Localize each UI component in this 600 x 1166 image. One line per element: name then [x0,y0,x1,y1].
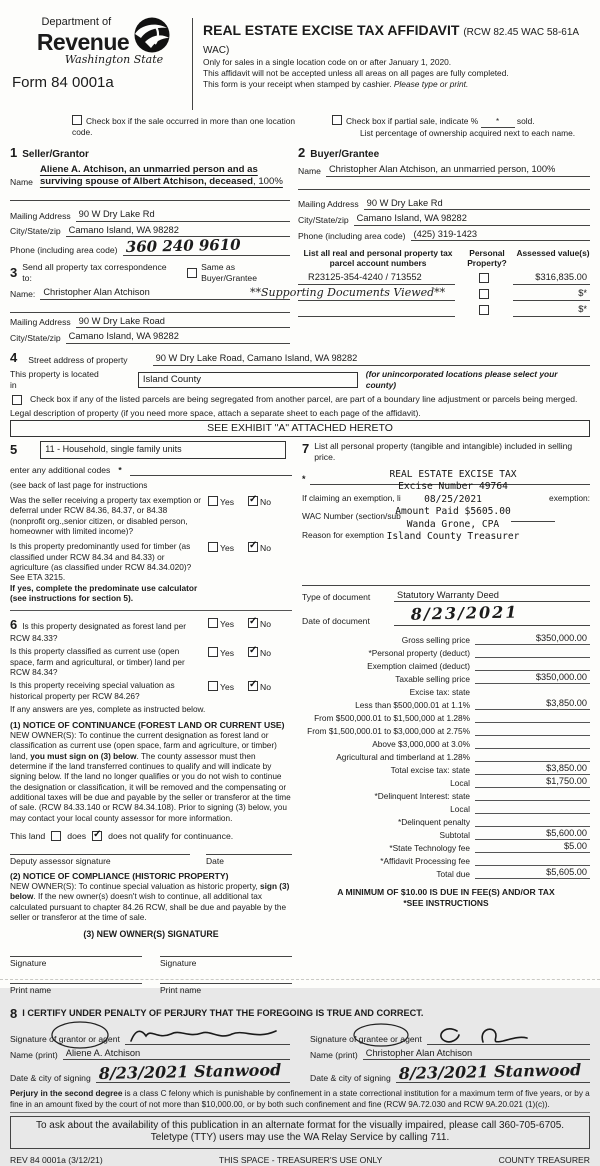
parcel-number-1-field[interactable]: R23125-354-4240 / 713552 [298,272,455,285]
new-owner-signature-line-2[interactable]: Signature [160,956,292,969]
see-instructions-note: *SEE INSTRUCTIONS [403,898,489,909]
grantor-signature-field[interactable] [125,1027,290,1045]
tier3-amount-field[interactable] [475,724,590,736]
tier1-amount-field[interactable]: $3,850.00 [475,698,590,711]
land-does-not-label: does not qualify for continuance. [108,830,234,841]
revenue-logo-block [10,16,188,110]
correspond-name-label: Name: [10,288,36,299]
section-5-number: 5 [10,441,18,457]
date-of-document-label: Date of document [302,615,370,626]
tax-label-total-state: Total excise tax: state [390,765,470,776]
local-tax-field[interactable]: $1,750.00 [475,776,590,789]
grantee-signature-label: Signature of grantee or agent [310,1034,422,1045]
grantor-date-city-label: Date & city of signing [10,1072,91,1083]
no-label: No [260,648,272,659]
tax-label-affidavit-fee: *Affidavit Processing fee [380,856,470,867]
additional-codes-label: enter any additional codes [10,464,111,475]
grantee-signature-icon [431,1026,551,1046]
section-2-title: Buyer/Grantee [310,148,380,160]
tax-label-personal: *Personal property (deduct) [368,648,470,659]
deputy-assessor-signature-line[interactable]: Deputy assessor signature [10,854,190,867]
header-divider [192,18,193,110]
tier4-amount-field[interactable] [475,737,590,749]
seller-city-label: City/State/zip [10,226,61,237]
q-forest-no-checkbox[interactable] [248,618,258,628]
notice-continuance-text: NEW OWNER(S): To continue the current designation as forest land or classification as current use (open space, farm and agriculture, or timber) land, you must sign on (3) below. The county assessor must then determine if the land transferred continues to qualify and will indicate by signing below. If the land no longer qualifies or you do not wish to continue the designation or classification, it will be removed and the compensating or additional taxes will be due and payable by the seller or transferor at the time of sale. (RCW 84.33.140 or RCW 84.34.108). Prior to signing (3) below, you may contact your local county assessor for more information. [10,731,291,823]
tax-label-gross: Gross selling price [401,635,470,646]
type-of-document-label: Type of document [302,591,371,602]
seller-city-field[interactable]: Camano Island, WA 98282 [66,225,290,238]
tax-label-local: Local [450,778,470,789]
seller-name-field[interactable]: Aliene A. Atchison, an unmarried person and as surviving spouse of Albert Atchison, deceased [39,164,258,187]
yes-label: Yes [220,682,235,693]
grantee-name-print-label: Name (print) [310,1049,358,1060]
notice-compliance-title: (2) NOTICE OF COMPLIANCE (HISTORIC PROPERTY) [10,871,229,882]
tax-label-tier3: From $1,500,000.01 to $3,000,000 at 2.75% [307,726,470,737]
delinquent-interest-local-field[interactable] [475,802,590,814]
partial-sale-sold-label: sold. [516,116,535,126]
new-owner-signature-line-1[interactable]: Signature [10,956,142,969]
land-does-label: does [67,830,87,841]
yes-label: Yes [220,496,235,507]
q-currentuse-no-checkbox[interactable] [248,647,258,657]
parcel-number-3-field[interactable] [298,305,455,317]
section-3-title: Send all property tax correspondence to: [22,262,167,284]
seller-phone-field[interactable]: 360 240 9610 [123,240,291,256]
taxable-selling-price-field[interactable]: $350,000.00 [475,672,590,685]
section-1-title: Seller/Grantor [22,148,89,160]
delinquent-penalty-field[interactable] [475,815,590,827]
supporting-documents-stamp: **Supporting Documents Viewed** [250,285,446,299]
tax-label-subtotal: Subtotal [439,830,470,841]
same-as-buyer-label: Same as Buyer/Grantee [201,262,257,284]
form-title: REAL ESTATE EXCISE TAX AFFIDAVIT [203,22,460,38]
q-historic-no-checkbox[interactable] [248,681,258,691]
reason-for-exemption-label: Reason for exemption [302,529,384,540]
buyer-phone-field[interactable]: (425) 319-1423 [411,229,591,242]
section-4 [10,350,590,438]
assessed-value-3-field[interactable]: $* [513,304,590,317]
no-label: No [260,496,272,507]
personal-property-checkbox-2[interactable] [479,289,489,299]
segregated-label: Check box if any of the listed parcels are being segregated from another parcel, are part of a boundary line adjustment or parcels being merged. [30,394,578,405]
historic-property-question: Is this property receiving special valuation as historical property per RCW 84.26? [10,680,175,701]
correspond-name-field[interactable]: Christopher Alan Atchison [40,287,290,300]
correspond-city-label: City/State/zip [10,333,61,344]
tax-label-exemption: Exemption claimed (deduct) [367,661,470,672]
no-label: No [260,682,272,693]
yes-label: Yes [220,543,235,554]
exemption-deferral-question: Was the seller receiving a property tax exemption or deferral under RCW 84.36, 84.37, or 84.38 (nonprofit org.,senior citizen, or disabled person, homeowner with limited income)? [10,494,202,537]
notice-continuance-title: (1) NOTICE OF CONTINUANCE (FOREST LAND OR CURRENT USE) [10,720,285,731]
timber-agriculture-question: Is this property predominantly used for timber (as classified under RCW 84.34 and 84.33) or agriculture (as classified under RCW 84.34.020)? See ETA 3215. [10,541,192,583]
date-of-document-field[interactable]: 8/23/2021 [394,605,590,626]
state-technology-fee-field[interactable]: $5.00 [475,841,590,854]
same-as-buyer-checkbox[interactable] [187,268,197,278]
located-in-label: This property is located in [10,369,99,390]
seller-name-extra-line[interactable] [10,190,290,201]
section-8 [10,1006,590,1084]
segregated-checkbox[interactable] [12,395,22,405]
tax-label-total-due: Total due [436,869,470,880]
grantee-date-city-field[interactable]: 8/23/2021 Stanwood [396,1066,590,1083]
buyer-address-field[interactable]: 90 W Dry Lake Rd [364,198,590,211]
tax-label-tier2: From $500,000.01 to $1,500,000 at 1.28% [314,713,470,724]
ownership-percentage-note: List percentage of ownership acquired next to each name. [360,128,576,138]
affidavit-processing-fee-field[interactable] [475,854,590,866]
correspond-city-field[interactable]: Camano Island, WA 98282 [66,331,290,344]
new-owner-signature-title: (3) NEW OWNER(S) SIGNATURE [83,929,219,940]
form-title-rcw: (RCW 82.45 WAC 58-61A WAC) [203,27,579,56]
street-address-field[interactable]: 90 W Dry Lake Road, Camano Island, WA 98282 [153,353,590,366]
personal-property-checkbox-3[interactable] [479,305,489,315]
s7-star: * [302,473,306,484]
deputy-date-line[interactable]: Date [206,854,292,867]
personal-property-deduct-field[interactable] [475,646,590,658]
assessed-value-2-field[interactable]: $* [513,288,590,301]
footer-county-treasurer: COUNTY TREASURER [498,1154,590,1165]
stamp-line-1: REAL ESTATE EXCISE TAX [389,468,517,480]
buyer-name-extra-line[interactable] [298,179,590,190]
revenue-wordmark: Revenue [36,28,130,55]
section-2-number: 2 [298,144,306,160]
property-use-code-select[interactable]: 11 - Household, single family units [40,441,286,458]
section-6-number: 6 [10,616,18,632]
parcel-row-2 [250,285,590,301]
no-label: No [260,543,272,554]
notice-compliance-text: NEW OWNER(S): To continue special valuation as historic property, sign (3) below. If the new owner(s) doesn't wish to continue, all additional tax calculated pursuant to chapter 84.26 RCW, shall be due and payable by the seller or transferor at the time of sale. [10,882,290,922]
yes-label: Yes [220,618,235,629]
excise-state-spacer [475,686,590,697]
total-due-field[interactable]: $5,605.00 [475,867,590,880]
if-any-yes-note: If any answers are yes, complete as instructed below. [10,704,206,714]
tax-label-tier1: Less than $500,000.01 at 1.1% [355,700,470,711]
total-excise-state-field[interactable]: $3,850.00 [475,763,590,776]
header-note-2: This affidavit will not be accepted unless all areas on all pages are fully completed. [203,67,509,78]
multi-location-checkbox[interactable] [72,115,82,125]
parcel-table-header [298,249,590,268]
footer-rev-number: REV 84 0001a (3/12/21) [10,1154,103,1165]
personal-property-checkbox-1[interactable] [479,273,489,283]
assessed-value-1-field[interactable]: $316,835.00 [513,272,590,285]
partial-sale-label: Check box if partial sale, indicate % [346,116,479,126]
additional-codes-star: * [118,464,122,475]
tax-label-tier4: Above $3,000,000 at 3.0% [372,739,470,750]
q-historic-yes-checkbox[interactable] [208,681,218,691]
seller-address-label: Mailing Address [10,210,71,221]
section-1-number: 1 [10,144,18,160]
land-does-checkbox[interactable] [51,831,61,841]
see-back-note: (see back of last page for instructions [10,479,148,490]
new-owner-printname-line-2[interactable]: Print name [160,983,292,996]
claiming-exemption-label: If claiming an exemption, li [302,492,401,503]
additional-codes-field[interactable] [130,464,292,476]
agricultural-amount-field[interactable] [475,750,590,762]
seller-phone-label: Phone (including area code) [10,245,118,256]
section-7-number: 7 [302,441,310,457]
no-label: No [260,618,272,629]
buyer-name-field[interactable]: Christopher Alan Atchison, an unmarried person, 100% [326,164,590,177]
land-does-not-checkbox[interactable] [92,831,102,841]
grantee-date-city-label: Date & city of signing [310,1072,391,1083]
tax-label-delinquent-local: Local [450,804,470,815]
washington-state-label: Washington State [64,52,164,66]
tax-label-delinquent-interest-state: *Delinquent Interest: state [374,791,470,802]
new-owner-printname-line-1[interactable]: Print name [10,983,142,996]
q-currentuse-yes-checkbox[interactable] [208,647,218,657]
section-8-number: 8 [10,1005,18,1021]
perjury-note: Perjury in the second degree is a class C felony which is punishable by confinement in a state correctional institution for a maximum term of five years, or by a fine in an amount fixed by the court of not more than $10,000.00, or by both such confinement and fine (RCW 9A.72.030 and RCW 9A.20.021 (1)(c)). [10,1089,590,1113]
tax-label-delinquent-penalty: *Delinquent penalty [398,817,470,828]
type-of-document-field[interactable]: Statutory Warranty Deed [394,590,590,603]
stamp-line-5: Wanda Grone, CPA [406,518,500,530]
section-6 [10,610,292,996]
seller-percent: , 100% [253,175,283,187]
reason-for-exemption-field[interactable] [302,559,590,586]
q-forest-yes-checkbox[interactable] [208,618,218,628]
form-number: Form 84 0001a [12,74,114,92]
parcel-numbers-header: List all real and personal property tax parcel account numbers [303,248,453,269]
scan-artifact-line [0,979,600,980]
exemption-label-right: exemption: [549,492,590,503]
q-timber-yes-checkbox[interactable] [208,542,218,552]
footer-treasurer-space: THIS SPACE - TREASURER'S USE ONLY [218,1154,383,1165]
correspond-extra-line[interactable] [10,302,290,313]
delinquent-interest-state-field[interactable] [475,789,590,801]
q-exemption-no-checkbox[interactable] [248,496,258,506]
grantor-signature-label: Signature of grantor or agent [10,1034,120,1045]
grantor-date-city-field[interactable]: 8/23/2021 Stanwood [96,1066,290,1083]
stamp-line-6: Island County Treasurer [386,531,520,543]
correspond-address-field[interactable]: 90 W Dry Lake Road [76,316,290,329]
stamp-line-2: Excise Number 49764 [398,481,508,493]
section-3-number: 3 [10,264,18,280]
gross-selling-price-field[interactable]: $350,000.00 [475,633,590,646]
department-of-label: Department of [41,16,112,28]
partial-sale-checkbox[interactable] [332,115,342,125]
stamp-line-4: Amount Paid $5605.00 [395,506,511,518]
grantor-name-print-label: Name (print) [10,1049,58,1060]
parcel-row-1 [298,269,590,285]
forest-land-question: Is this property designated as forest land per RCW 84.33? [10,620,186,643]
buyer-address-label: Mailing Address [298,199,359,210]
legal-description-field[interactable]: SEE EXHIBIT "A" ATTACHED HERETO [10,420,590,437]
current-use-question: Is this property classified as current use (open space, farm and agricultural, or timber) land per RCW 84.34? [10,646,185,677]
excise-tax-stamp [330,469,576,544]
seller-name-label: Name [10,177,33,188]
this-land-label: This land [10,830,46,841]
header-note-3: This form is your receipt when stamped by cashier. [203,78,392,89]
exemption-claimed-field[interactable] [475,659,590,671]
assessed-value-header: Assessed value(s) [516,248,590,259]
grantee-signature-field[interactable] [427,1027,590,1045]
buyer-city-field[interactable]: Camano Island, WA 98282 [354,213,590,226]
partial-sale-percent-field[interactable]: * [481,117,515,128]
buyer-phone-label: Phone (including area code) [298,230,406,241]
subtotal-field[interactable]: $5,600.00 [475,828,590,841]
grantee-name-print-field[interactable]: Christopher Alan Atchison [363,1048,590,1061]
county-select[interactable]: Island County [138,372,358,388]
grantor-name-print-field[interactable]: Aliene A. Atchison [63,1048,290,1061]
street-address-label: Street address of property [28,355,128,366]
minimum-due-note: A MINIMUM OF $10.00 IS DUE IN FEE(S) AND/OR TAX [337,887,555,898]
yes-label: Yes [220,648,235,659]
section-4-number: 4 [10,349,18,365]
buyer-name-label: Name [298,165,321,176]
grantor-signature-icon [129,1026,279,1046]
correspond-address-label: Mailing Address [10,317,71,328]
certify-statement: I CERTIFY UNDER PENALTY OF PERJURY THAT THE FOREGOING IS TRUE AND CORRECT. [22,1007,424,1018]
tax-label-excise-state: Excise tax: state [409,687,470,698]
form-header [10,16,590,110]
unincorporated-note: (for unincorporated locations please select your county) [365,369,558,390]
predominate-use-note: If yes, complete the predominate use calculator (see instructions for section 5). [10,582,198,604]
personal-property-intro: List all personal property (tangible and intangible) included in selling price. [314,441,573,463]
tier2-amount-field[interactable] [475,711,590,723]
header-note-3b: Please type or print. [393,78,469,89]
alternate-format-box: To ask about the availability of this publication in an alternate format for the visually impaired, please call 360-705-6705. Teletype (TTY) users may use the WA Relay Service by calling 711. [10,1116,590,1149]
tax-label-technology-fee: *State Technology fee [389,843,470,854]
personal-property-header: Personal Property? [467,248,507,269]
multi-location-label: Check box if the sale occurred in more than one location code. [72,116,296,137]
tax-label-agricultural: Agricultural and timberland at 1.28% [336,752,470,763]
revenue-swirl-icon [131,16,173,56]
q-exemption-yes-checkbox[interactable] [208,496,218,506]
wac-number-label: WAC Number (section/sub [302,511,401,522]
stamp-line-3: 08/25/2021 [424,493,482,505]
q-timber-no-checkbox[interactable] [248,542,258,552]
parcel-row-3 [298,301,590,317]
legal-description-label: Legal description of property (if you need more space, attach a separate sheet to each page of the affidavit). [10,408,421,419]
header-note-1: Only for sales in a single location code on or after January 1, 2020. [203,57,452,67]
tax-label-taxable: Taxable selling price [395,674,470,685]
buyer-city-label: City/State/zip [298,215,349,226]
seller-address-field[interactable]: 90 W Dry Lake Rd [76,209,290,222]
